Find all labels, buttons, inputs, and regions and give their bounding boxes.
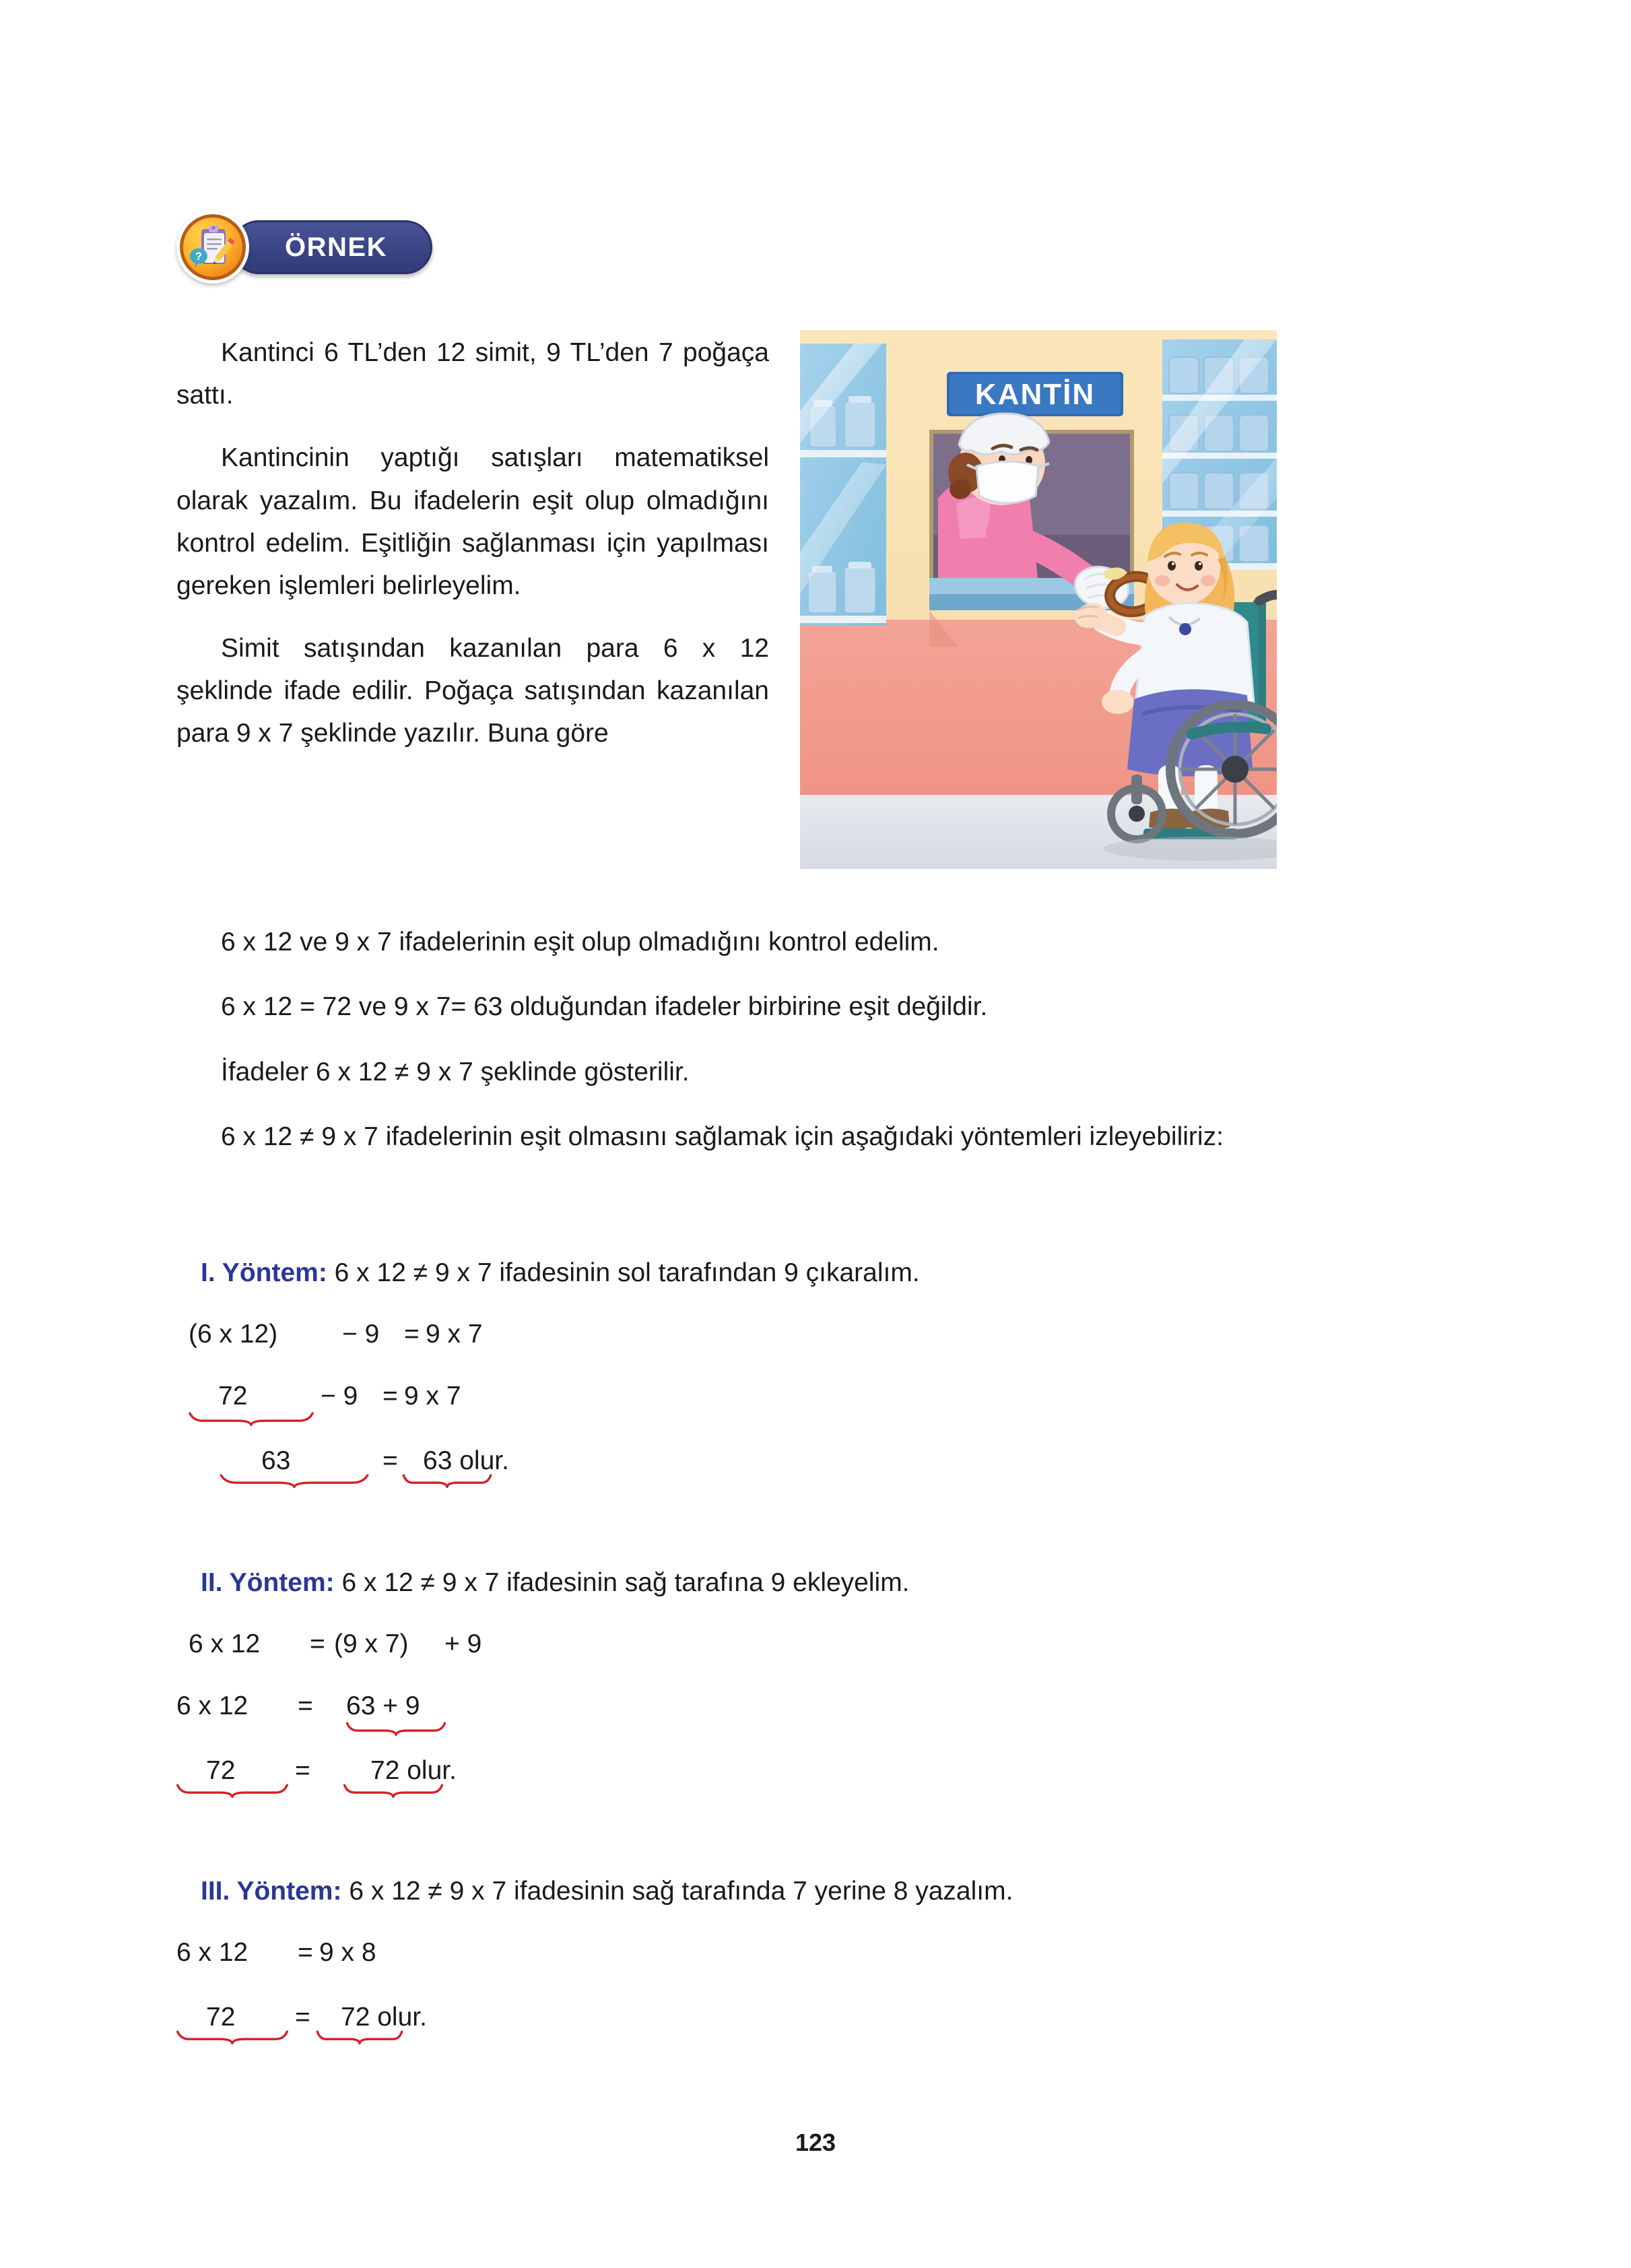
m1-l1-right: 9 x 7 [426,1319,483,1349]
method-3-name: III. Yöntem: [201,1877,342,1906]
method-3-equation-1 [176,1939,1455,1984]
m2-l1-eq: = [310,1629,325,1658]
m1-l1-left: (6 x 12) [189,1319,278,1349]
ornek-badge [176,210,432,284]
method-3-statement: 6 x 12 ≠ 9 x 7 ifadesinin sağ tarafında 7 yerine 8 yazalım. [349,1877,1013,1906]
m2-l3-eq: = [295,1755,310,1785]
method-2-equation-1 [189,1631,1455,1675]
m1-l2-op: − 9 [321,1381,358,1411]
method-3-equation-2 [176,2004,1455,2044]
clipboard-pencil-question-icon [176,211,249,284]
method-1-equation-1 [189,1321,1455,1365]
kantin-illustration [800,330,1277,869]
m3-l1-left: 6 x 12 [176,1937,248,1967]
m1-l2-right: 9 x 7 [404,1381,461,1411]
m3-l1-right: 9 x 8 [319,1937,376,1967]
method-1-heading [201,1254,1455,1293]
m1-brace-2b [403,1421,492,1435]
m1-l3-left: 63 [261,1446,291,1475]
m1-l1-op: − 9 [342,1319,380,1349]
m2-l2-left: 6 x 12 [176,1691,248,1720]
m1-l2-left: 72 [218,1381,248,1411]
m1-l3-right: 63 olur. [423,1446,509,1475]
m2-brace-1 [346,1668,446,1683]
method-3-heading [201,1873,1455,1911]
method-2-equation-3 [176,1757,1455,1798]
svg-text:?: ? [195,250,203,263]
method-2-statement: 6 x 12 ≠ 9 x 7 ifadesinin sağ tarafına 9 ekleyelim. [341,1568,910,1597]
ornek-label-text: ÖRNEK [285,232,387,262]
m3-l1-eq: = [298,1937,313,1967]
m1-l3-eq: = [382,1446,398,1475]
m2-l1-tail: + 9 [444,1629,482,1658]
method-1-statement: 6 x 12 ≠ 9 x 7 ifadesinin sol tarafından 9 çıkaralım. [334,1258,920,1287]
method-2-name: II. Yöntem: [201,1568,335,1597]
intro-paragraph-3: Simit satışından kazanılan para 6 x 12 şeklinde ifade edilir. Poğaça satışından kazanılan para 9 x 7 şeklinde yazılır. Buna göre [176,634,769,748]
body-paragraph-2: 6 x 12 = 72 ve 9 x 7= 63 olduğundan ifadeler birbirine eşit değildir. [221,992,988,1022]
body-text-block [176,921,1455,1159]
m3-brace-1b [317,1977,403,1992]
m3-brace-1a [176,1977,288,1992]
m3-l2-left: 72 [206,2002,236,2032]
m1-brace-2a [220,1421,369,1435]
svg-text:KANTİN: KANTİN [974,378,1096,411]
m2-l2-right: 63 + 9 [346,1691,420,1720]
method-2-heading [201,1564,1455,1602]
m2-l1-left: 6 x 12 [189,1629,261,1658]
m2-l3-left: 72 [206,1755,236,1785]
method-block-3 [176,1873,1455,2044]
m1-l1-eq: = [404,1319,420,1349]
method-1-equation-3 [189,1448,1455,1488]
m2-l3-right: 72 olur. [370,1755,457,1785]
m3-l2-eq: = [295,2002,310,2032]
m1-l2-eq: = [382,1381,398,1411]
body-paragraph-3: İfadeler 6 x 12 ≠ 9 x 7 şeklinde gösterilir. [221,1057,690,1087]
method-1-name: I. Yöntem: [201,1258,327,1287]
m2-l2-eq: = [298,1691,313,1720]
intro-paragraph-1: Kantinci 6 TL’den 12 simit, 9 TL’den 7 poğaça sattı. [176,338,769,410]
method-1-equation-2 [189,1383,1455,1427]
m2-brace-2a [176,1730,288,1745]
m3-l2-right: 72 olur. [341,2002,427,2032]
intro-text-column [176,331,769,755]
m1-brace-1 [189,1359,314,1373]
m2-l1-right: (9 x 7) [334,1629,409,1658]
ornek-label-pill [232,220,432,274]
page-number: 123 [795,2129,836,2156]
method-block-2 [176,1564,1455,1798]
body-paragraph-4: 6 x 12 ≠ 9 x 7 ifadelerinin eşit olmasını sağlamak için aşağıdaki yöntemleri izleyebiliriz: [221,1122,1224,1152]
method-block-1 [176,1254,1455,1488]
m2-brace-2b [343,1730,443,1745]
method-2-equation-2 [176,1693,1455,1737]
body-paragraph-1: 6 x 12 ve 9 x 7 ifadelerinin eşit olup olmadığını kontrol edelim. [221,928,939,957]
intro-paragraph-2: Kantincinin yaptığı satışları matematiksel olarak yazalım. Bu ifadelerin eşit olup olmadığını kontrol edelim. Eşitliğin sağlanması için yapılması gereken işlemleri belirleyelim. [176,443,769,600]
